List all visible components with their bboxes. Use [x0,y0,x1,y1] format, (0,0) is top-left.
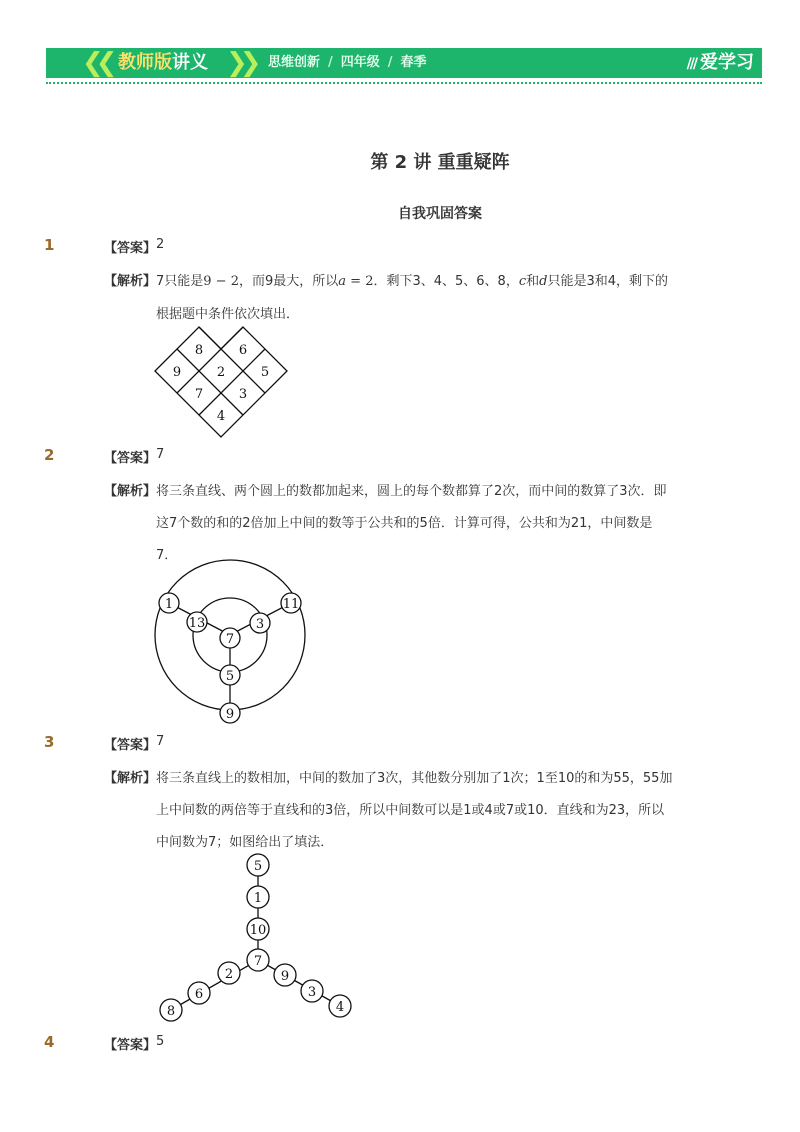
diamond-grid-diagram [155,327,291,439]
grid-cell: 5 [260,365,270,380]
question-number: 1 [44,236,55,254]
analysis-text: 7只能是9 − 2，而9最大，所以a = 2．剩下3、4、5、6、8，c和d只能是3和4，剩下的 [156,274,668,289]
answer-value: 5 [156,1034,165,1049]
analysis-label: 【解析】 [104,274,157,289]
analysis-text: 根据题中条件依次填出． [156,307,300,322]
header-title: 教师版讲义 [118,52,208,73]
grid-cell: 9 [172,365,182,380]
node-value: 1 [164,597,174,612]
answer-value: 7 [156,447,165,462]
breadcrumb-item: 四年级 [340,55,380,70]
question-number: 2 [44,446,55,464]
answer-label: 【答案】 [104,1038,157,1053]
analysis-text: 中间数为7；如图给出了填法． [156,835,334,850]
section-title: 自我巩固答案 [398,206,482,222]
header-divider [46,82,762,84]
grid-cell: 6 [238,343,248,358]
answer-label: 【答案】 [104,451,157,466]
header-banner [46,48,762,78]
grid-cell: 4 [216,409,226,424]
analysis-label: 【解析】 [104,771,157,786]
brand-logo: /// 爱学习 [686,52,754,73]
answer-value: 2 [156,237,165,252]
grid-cell: 3 [238,387,248,402]
logo-mark-icon: /// [686,56,696,72]
analysis-text: 这7个数的和的2倍加上中间的数等于公共和的5倍．计算可得，公共和为21，中间数是 [156,516,653,531]
tri-branch-diagram [150,848,360,1028]
question-number: 4 [44,1033,55,1051]
node-value: 3 [307,985,317,1000]
node-value: 2 [224,967,234,982]
answer-label: 【答案】 [104,241,157,256]
chevron-right-icon: ❯❯ [226,48,254,78]
node-value: 11 [282,597,300,612]
grid-cell: 2 [216,365,226,380]
node-value: 5 [253,859,263,874]
chevron-left-icon: ❮❮ [82,48,110,78]
node-value: 10 [249,923,267,938]
lecture-title: 第 2 讲 重重疑阵 [370,152,510,173]
node-value: 13 [188,616,206,631]
node-value: 6 [194,987,204,1002]
node-value: 8 [166,1004,176,1019]
answer-label: 【答案】 [104,738,157,753]
grid-cell: 8 [194,343,204,358]
analysis-text: 上中间数的两倍等于直线和的3倍，所以中间数可以是1或4或7或10．直线和为23，所以 [156,803,665,818]
breadcrumb-item: 春季 [400,55,427,70]
answer-value: 7 [156,734,165,749]
grid-cell: 7 [194,387,204,402]
analysis-text: 7． [156,548,178,563]
analysis-label: 【解析】 [104,484,157,499]
node-value: 7 [225,632,235,647]
node-value: 7 [253,954,263,969]
node-value: 4 [335,1000,345,1015]
node-value: 1 [253,891,263,906]
node-value: 5 [225,669,235,684]
analysis-text: 将三条直线、两个圆上的数都加起来，圆上的每个数都算了2次，而中间的数算了3次．即 [156,484,667,499]
circles-lines-diagram [150,560,315,728]
node-value: 9 [225,707,235,722]
breadcrumb-item: 思维创新 [268,55,321,70]
node-value: 3 [255,617,265,632]
analysis-text: 将三条直线上的数相加，中间的数加了3次，其他数分别加了1次；1至10的和为55，55加 [156,771,673,786]
node-value: 9 [280,969,290,984]
question-number: 3 [44,733,55,751]
breadcrumb: 思维创新 / 四年级 / 春季 [268,55,427,70]
